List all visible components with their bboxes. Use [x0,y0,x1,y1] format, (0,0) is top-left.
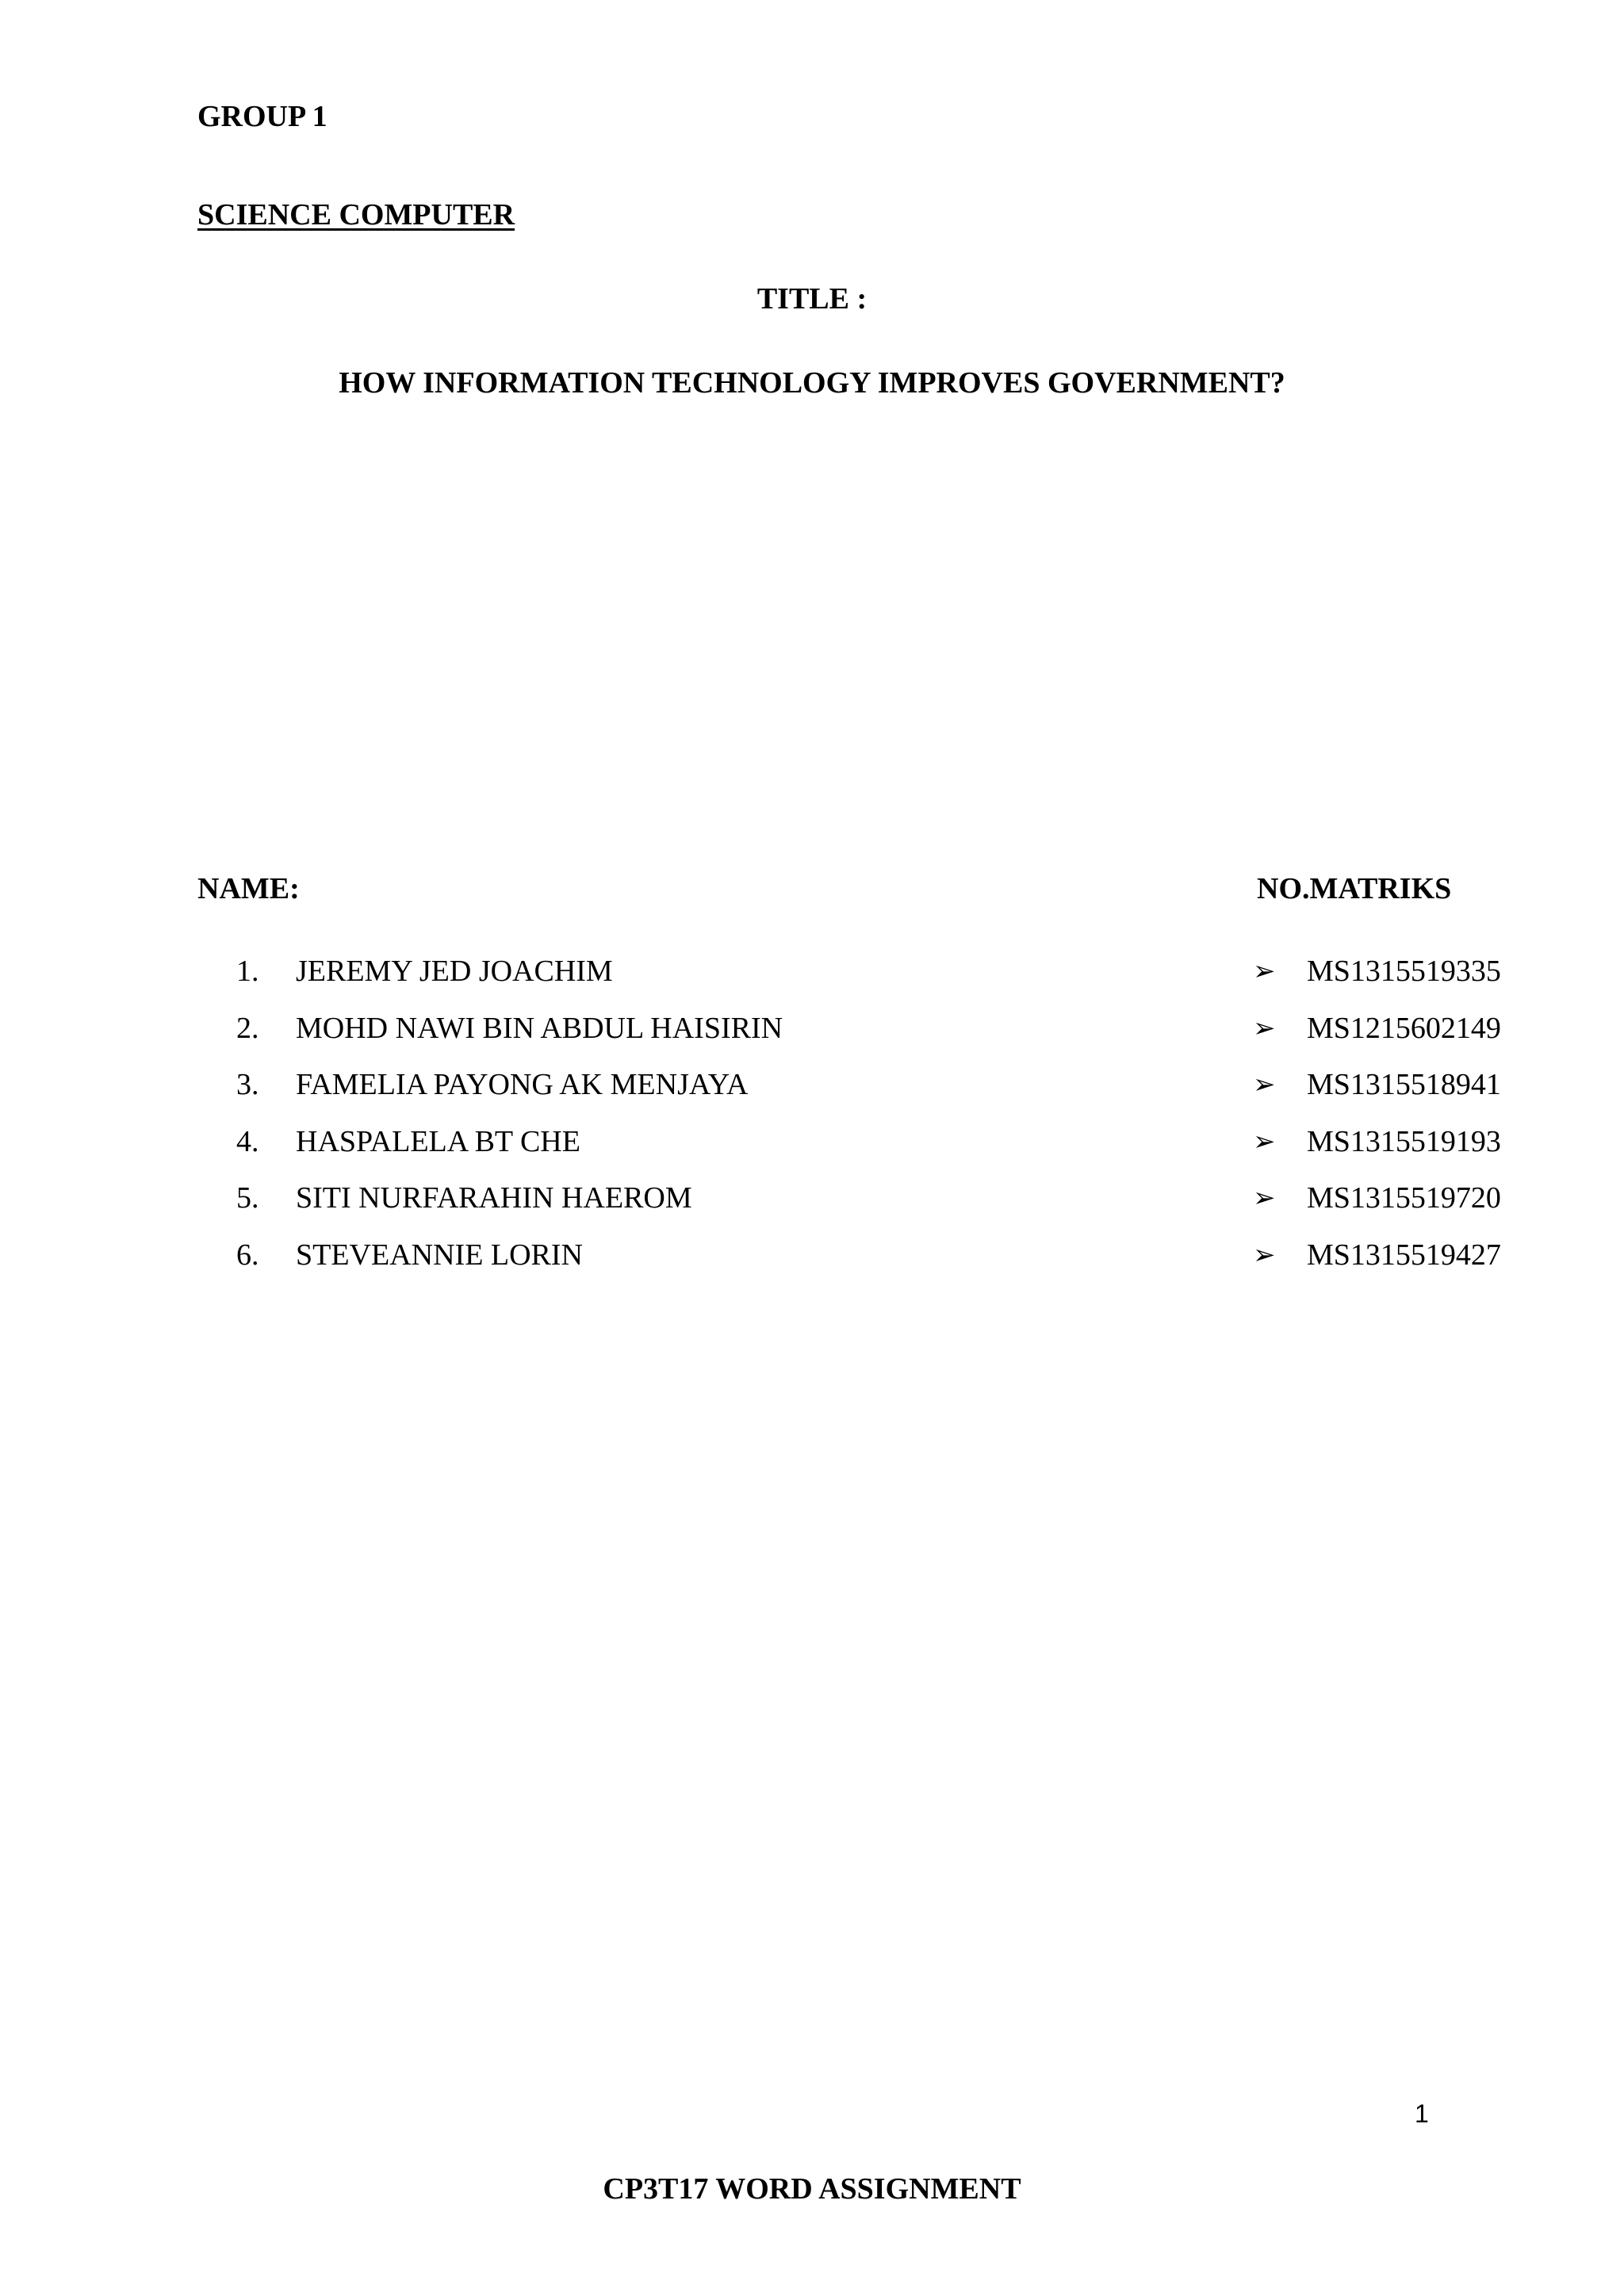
list-item [1253,1180,1501,1237]
list-item [1253,953,1501,1010]
matrix-number: MS1315519335 [1307,955,1501,988]
matrix-number: MS1315519427 [1307,1238,1501,1272]
list-item [236,1123,783,1181]
matrix-number: MS1215602149 [1307,1011,1501,1045]
list-item [236,1066,783,1123]
list-item [236,1237,783,1294]
group-label: GROUP 1 [197,100,327,133]
list-number: 5. [236,1181,259,1215]
member-name: JEREMY JED JOACHIM [296,955,613,988]
list-item [1253,1123,1501,1181]
list-number: 6. [236,1238,259,1272]
member-name-list [236,953,783,1293]
page-number: 1 [1415,2099,1429,2128]
list-number: 2. [236,1011,259,1045]
list-item [1253,1237,1501,1294]
subject-label: SCIENCE COMPUTER [197,198,515,232]
list-item [236,1010,783,1067]
member-name: STEVEANNIE LORIN [296,1238,584,1272]
arrow-bullet-icon: ➢ [1253,1238,1276,1271]
list-item [1253,1066,1501,1123]
arrow-bullet-icon: ➢ [1253,1182,1276,1214]
member-name: MOHD NAWI BIN ABDUL HAISIRIN [296,1011,783,1045]
matrix-number-list [1253,953,1501,1293]
document-title: HOW INFORMATION TECHNOLOGY IMPROVES GOVERNMENT? [339,366,1285,400]
list-item [236,953,783,1010]
matrix-number: MS1315519720 [1307,1181,1501,1215]
matrix-number: MS1315518941 [1307,1068,1501,1101]
arrow-bullet-icon: ➢ [1253,1069,1276,1100]
arrow-bullet-icon: ➢ [1253,955,1276,987]
member-name: HASPALELA BT CHE [296,1124,580,1158]
title-label: TITLE : [756,282,868,316]
matrix-number: MS1315519193 [1307,1124,1501,1158]
matrix-heading: NO.MATRIKS [1257,872,1452,905]
member-name: SITI NURFARAHIN HAEROM [296,1181,692,1215]
arrow-bullet-icon: ➢ [1253,1012,1276,1044]
list-item [236,1180,783,1237]
name-heading: NAME: [197,872,300,905]
list-number: 4. [236,1124,259,1158]
footer-text: CP3T17 WORD ASSIGNMENT [603,2172,1021,2206]
list-item [1253,1010,1501,1067]
arrow-bullet-icon: ➢ [1253,1125,1276,1158]
member-name: FAMELIA PAYONG AK MENJAYA [296,1068,749,1101]
list-number: 1. [236,955,259,988]
list-number: 3. [236,1068,259,1101]
